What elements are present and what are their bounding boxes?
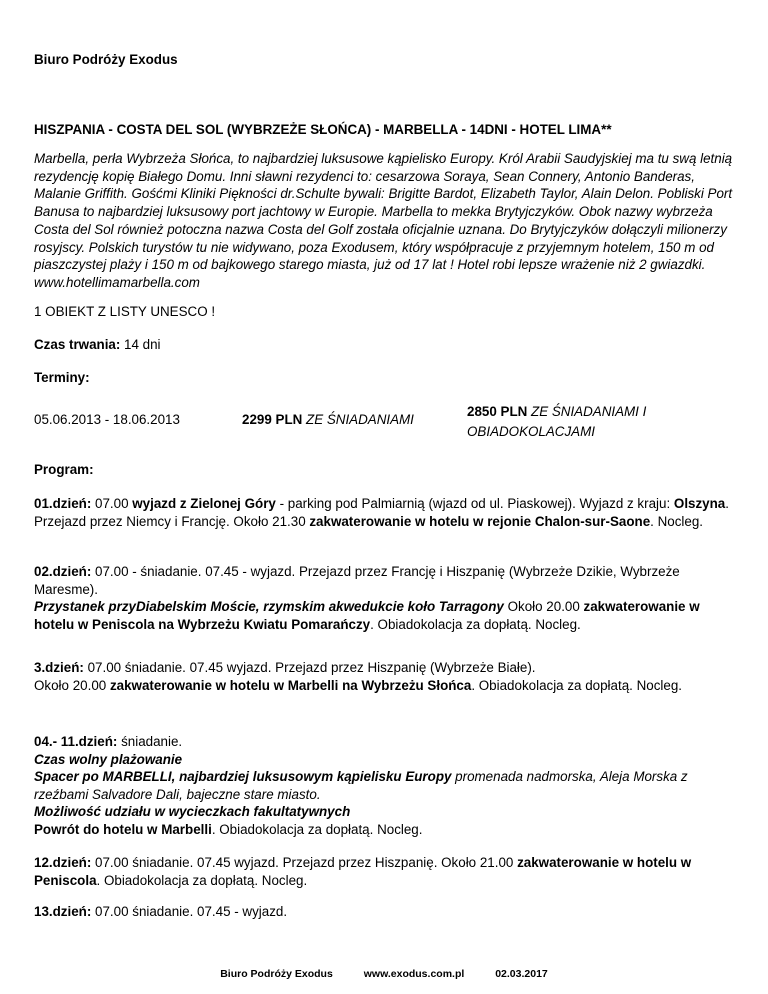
day-text: promenada nadmorska, Aleja Morska z rzeźbami Salvadore Dali, bajeczne stare miasto. xyxy=(34,769,688,802)
day-highlight: Olszyna xyxy=(673,496,726,511)
program-day-12 xyxy=(34,854,734,889)
program-day-4-11 xyxy=(34,733,734,838)
price-halfboard-note: ZE ŚNIADANIAMI I OBIADOKOLACJAMI xyxy=(467,404,647,439)
day-label: 02.dzień: xyxy=(34,564,92,579)
day-text: . Obiadokolacja za dopłatą. Nocleg. xyxy=(211,821,423,837)
day-highlight: zakwaterowanie w hotelu w rejonie Chalon-sur-Saone xyxy=(309,513,651,529)
day-label: 12.dzień: xyxy=(34,855,92,870)
day-text: . Nocleg. xyxy=(650,513,703,529)
page-footer xyxy=(0,968,768,980)
unesco-note: 1 OBIEKT Z LISTY UNESCO ! xyxy=(34,304,216,319)
day-text: . Obiadokolacja za dopłatą. Nocleg. xyxy=(96,872,308,888)
trip-title: HISZPANIA - COSTA DEL SOL (WYBRZEŻE SŁOŃCA) - MARBELLA - 14DNI - HOTEL LIMA** xyxy=(34,122,612,137)
footer-url: www.exodus.com.pl xyxy=(363,968,465,980)
day-text: Około 20.00 xyxy=(503,599,584,614)
day-highlight: wyjazd z Zielonej Góry xyxy=(132,496,276,511)
price-breakfast-amount: 2299 PLN xyxy=(242,412,303,427)
day-text: . Obiadokolacja za dopłatą. Nocleg. xyxy=(370,616,581,632)
day-text: . Obiadokolacja za dopłatą. Nocleg. xyxy=(471,677,682,693)
footer-date: 02.03.2017 xyxy=(495,968,548,980)
program-day-3 xyxy=(34,659,734,694)
day-text: 07.00 - śniadanie. 07.45 - wyjazd. Przejazd przez Francję i Hiszpanię (Wybrzeże Dzikie, Wybrzeże Maresme). xyxy=(34,564,680,597)
day-text: . Przejazd przez Niemcy i Francję. Około 21.30 xyxy=(34,496,729,529)
day-text: 07.00 xyxy=(91,496,133,511)
price-breakfast-note: ZE ŚNIADANIAMI xyxy=(302,412,414,427)
duration-value: 14 dni xyxy=(120,337,161,352)
price-breakfast xyxy=(242,411,414,428)
day-highlight: zakwaterowanie w hotelu w Peniscola na Wybrzeżu Kwiatu Pomarańczy xyxy=(34,599,700,632)
day-text: - parking pod Palmiarnią (wjazd od ul. Piaskowej). Wyjazd z kraju: xyxy=(275,496,674,511)
day-highlight: zakwaterowanie w hotelu w Peniscola xyxy=(34,855,692,888)
day-highlight: Powrót do hotelu w Marbelli xyxy=(34,821,212,837)
trip-description: Marbella, perła Wybrzeża Słońca, to najbardziej luksusowe kąpielisko Europy. Król Arabii Saudyjskiej ma tu swą letnią rezydencję kopię Białego Domu. Inni sławni rezydenci to: cesarzowa Soraya, Sean Connery, Antonio Banderas, Malanie Griffith. Gośćmi Kliniki Piękności dr.Schulte bywali: Brigitte Bardot, Elizabeth Taylor, Alain Delon. Pobliski Port Banusa to najbardziej luksusowy port jachtowy w Europie. Marbella to mekka Brytyjczyków. Obok nazwy wybrzeża Costa del Sol również potoczna nazwa Costa del Golf została oficjalnie uznana. Do Brytyjczyków dołączyli milionerzy rosyjscy. Polskich turystów tu nie widywano, poza Exodusem, który współpracuje z przyjemnym hotelem, 150 m od piaszczystej plaży i 150 m od bajkowego starego miasta, już od 17 lat ! Hotel robi lepsze wrażenie niż 2 gwiazdki. www.hotellimamarbella.com xyxy=(34,151,733,290)
day-highlight: Możliwość udziału w wycieczkach fakultatywnych xyxy=(34,804,351,819)
day-text: śniadanie. xyxy=(117,734,183,749)
program-day-13 xyxy=(34,903,734,921)
day-label: 13.dzień: xyxy=(34,904,92,919)
day-highlight: Przystanek przyDiabelskim Moście, rzymskim akwedukcie koło Tarragony xyxy=(34,599,504,614)
day-highlight: Czas wolny plażowanie xyxy=(34,751,183,767)
day-text: 07.00 śniadanie. 07.45 wyjazd. Przejazd przez Hiszpanię. Około 21.00 xyxy=(91,855,518,870)
day-label: 04.- 11.dzień: xyxy=(34,734,118,749)
agency-name: Biuro Podróży Exodus xyxy=(34,52,178,67)
term-date: 05.06.2013 - 18.06.2013 xyxy=(34,412,180,427)
duration-label: Czas trwania: xyxy=(34,337,121,352)
duration-line xyxy=(34,336,161,353)
day-highlight: Spacer po MARBELLI, najbardziej luksusowym kąpielisku Europy xyxy=(34,769,452,784)
day-text: 07.00 śniadanie. 07.45 wyjazd. Przejazd przez Hiszpanię (Wybrzeże Białe). xyxy=(83,660,536,675)
day-highlight: zakwaterowanie w hotelu w Marbelli na Wybrzeżu Słońca xyxy=(109,677,472,693)
day-label: 01.dzień: xyxy=(34,496,92,511)
day-label: 3.dzień: xyxy=(34,660,84,675)
price-halfboard-amount: 2850 PLN xyxy=(467,404,528,419)
program-day-1 xyxy=(34,495,734,530)
day-text: Około 20.00 xyxy=(34,677,110,693)
day-text: 07.00 śniadanie. 07.45 - wyjazd. xyxy=(91,904,288,919)
terms-row xyxy=(34,400,734,440)
program-label: Program: xyxy=(34,462,94,477)
program-day-2 xyxy=(34,563,734,633)
footer-agency: Biuro Podróży Exodus xyxy=(220,968,333,980)
price-halfboard xyxy=(467,402,727,442)
terms-label: Terminy: xyxy=(34,370,90,385)
